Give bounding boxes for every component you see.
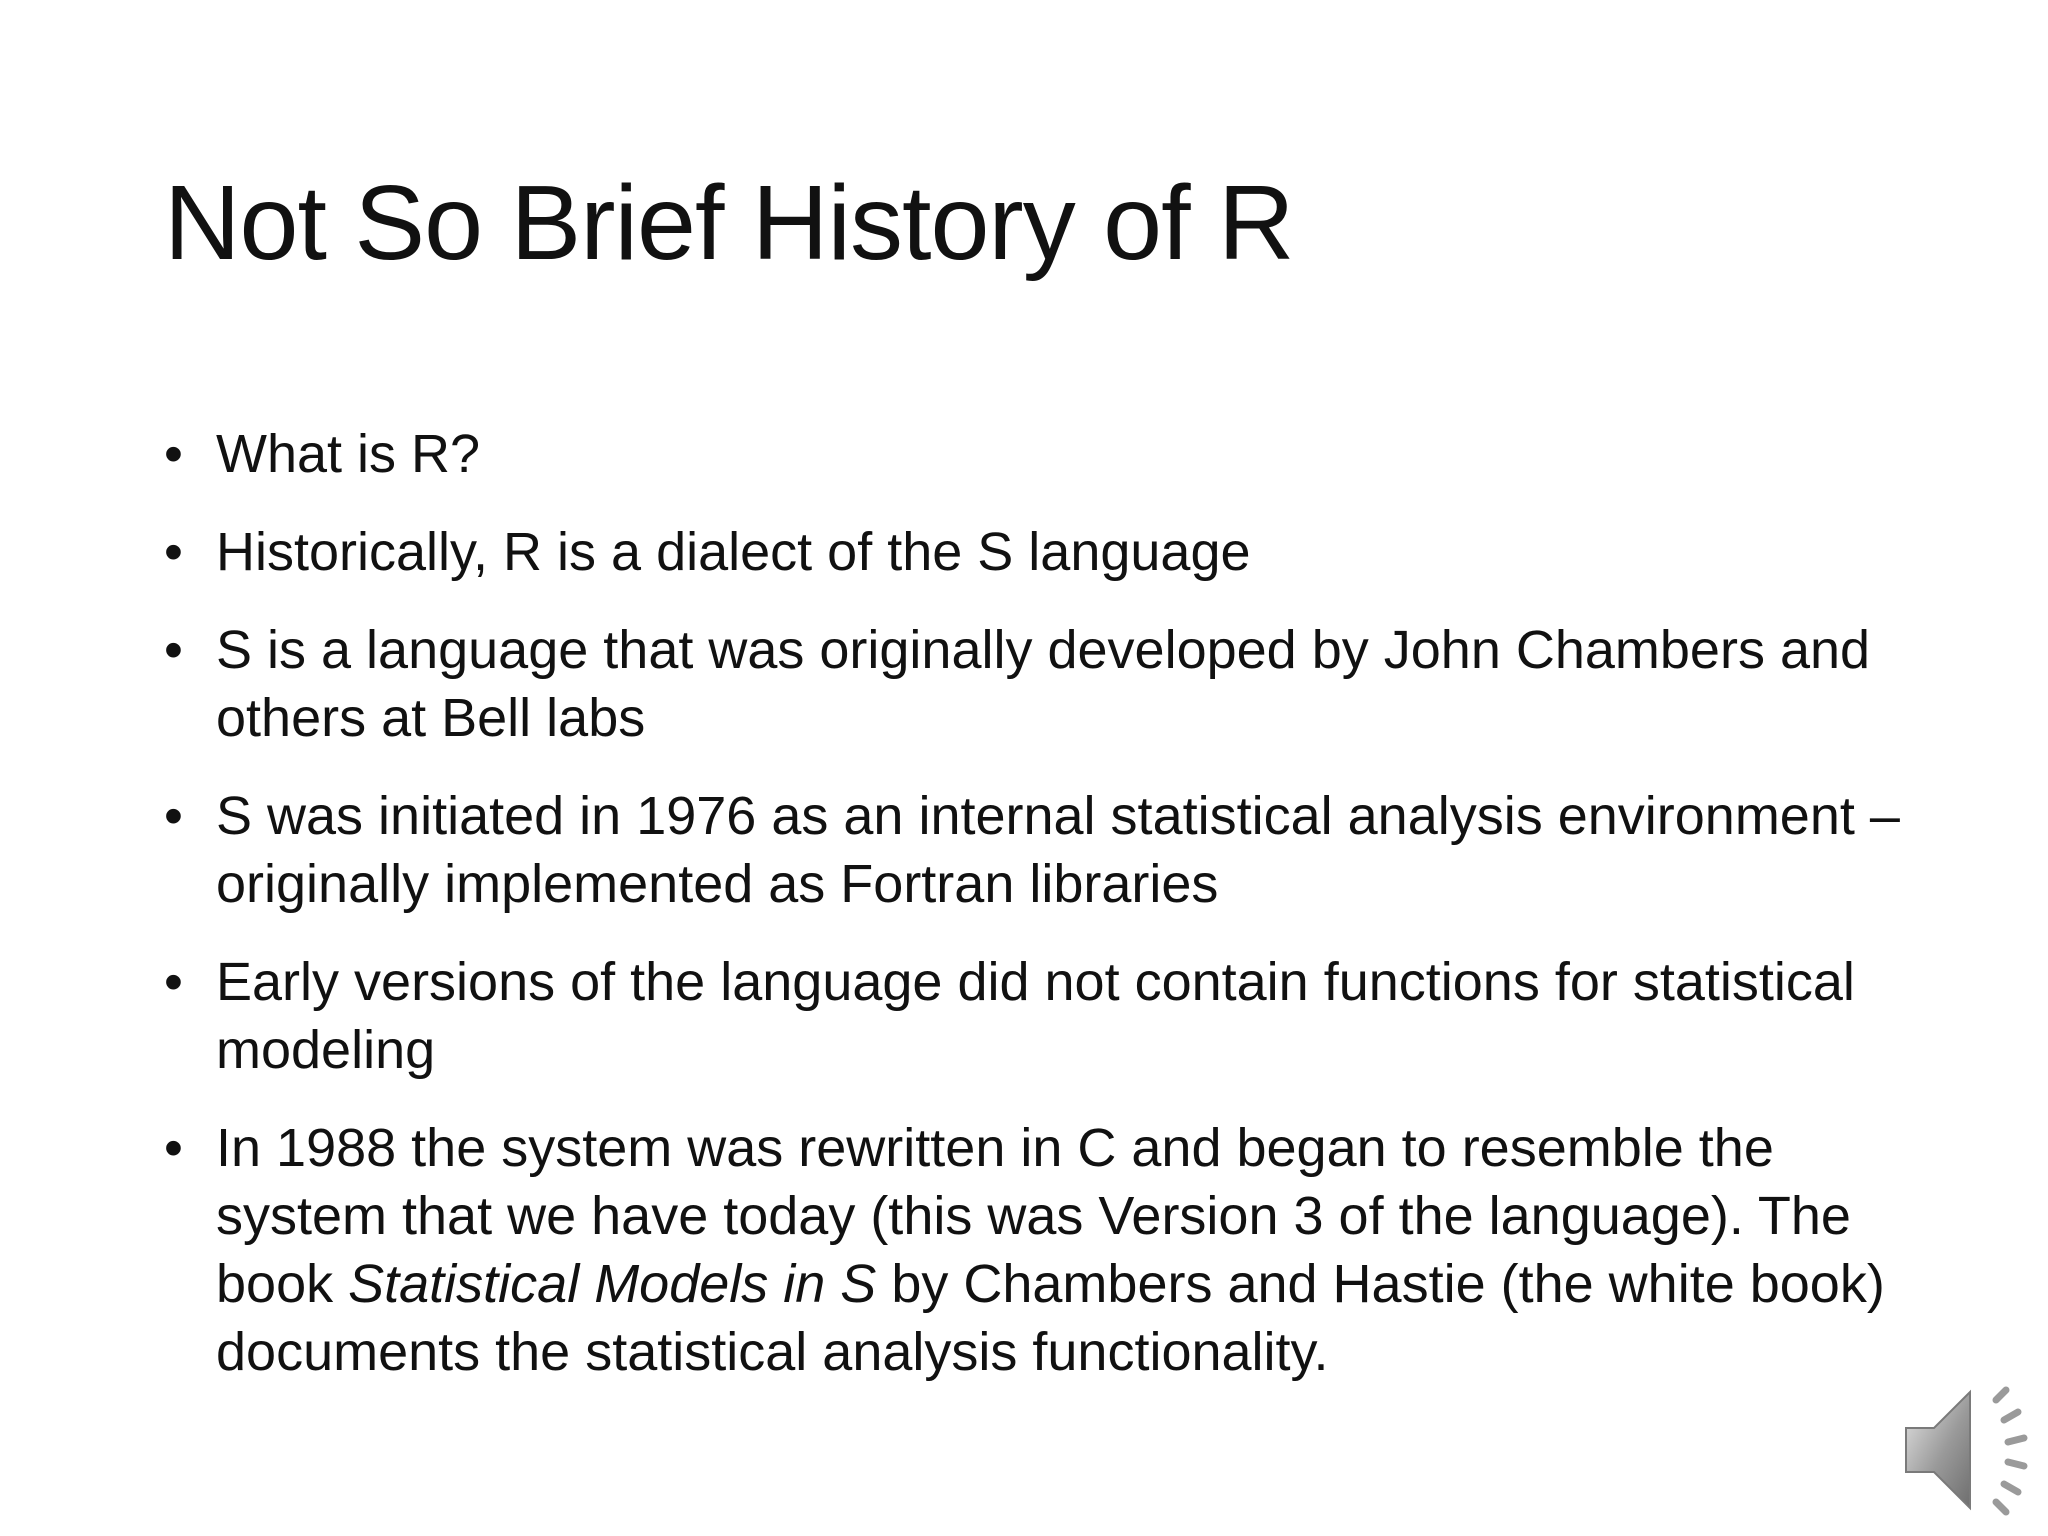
bullet-item xyxy=(164,420,1904,488)
bullet-list xyxy=(164,420,1904,1416)
bullet-text: S was initiated in 1976 as an internal statistical analysis environment – originally implemented as Fortran libraries xyxy=(216,786,1900,914)
bullet-marker: • xyxy=(164,1118,183,1178)
bullet-marker: • xyxy=(164,620,183,680)
bullet-text: What is R? xyxy=(216,424,481,484)
bullet-text: Early versions of the language did not contain functions for statistical modeling xyxy=(216,952,1855,1080)
bullet-text-part: by Chambers and Hastie (the white book) documents the statistical analysis functionality. xyxy=(216,1254,1885,1382)
slide-title: Not So Brief History of R xyxy=(164,164,1294,282)
speaker-icon-graphic xyxy=(1900,1380,2040,1520)
bullet-text xyxy=(216,1114,1904,1386)
bullet-item xyxy=(164,948,1904,1084)
speaker-icon[interactable] xyxy=(1900,1380,2040,1520)
book-title: Statistical Models in S xyxy=(348,1254,877,1314)
bullet-item xyxy=(164,782,1904,918)
bullet-item xyxy=(164,518,1904,586)
bullet-text-part: In 1988 the system was rewritten in C and began to resemble the system that we have today (this was Version 3 of the language). The book xyxy=(216,1118,1851,1314)
bullet-text: Historically, R is a dialect of the S language xyxy=(216,522,1251,582)
bullet-item xyxy=(164,616,1904,752)
bullet-marker: • xyxy=(164,424,183,484)
bullet-text: S is a language that was originally developed by John Chambers and others at Bell labs xyxy=(216,620,1871,748)
bullet-marker: • xyxy=(164,522,183,582)
bullet-marker: • xyxy=(164,786,183,846)
bullet-item xyxy=(164,1114,1904,1386)
bullet-marker: • xyxy=(164,952,183,1012)
